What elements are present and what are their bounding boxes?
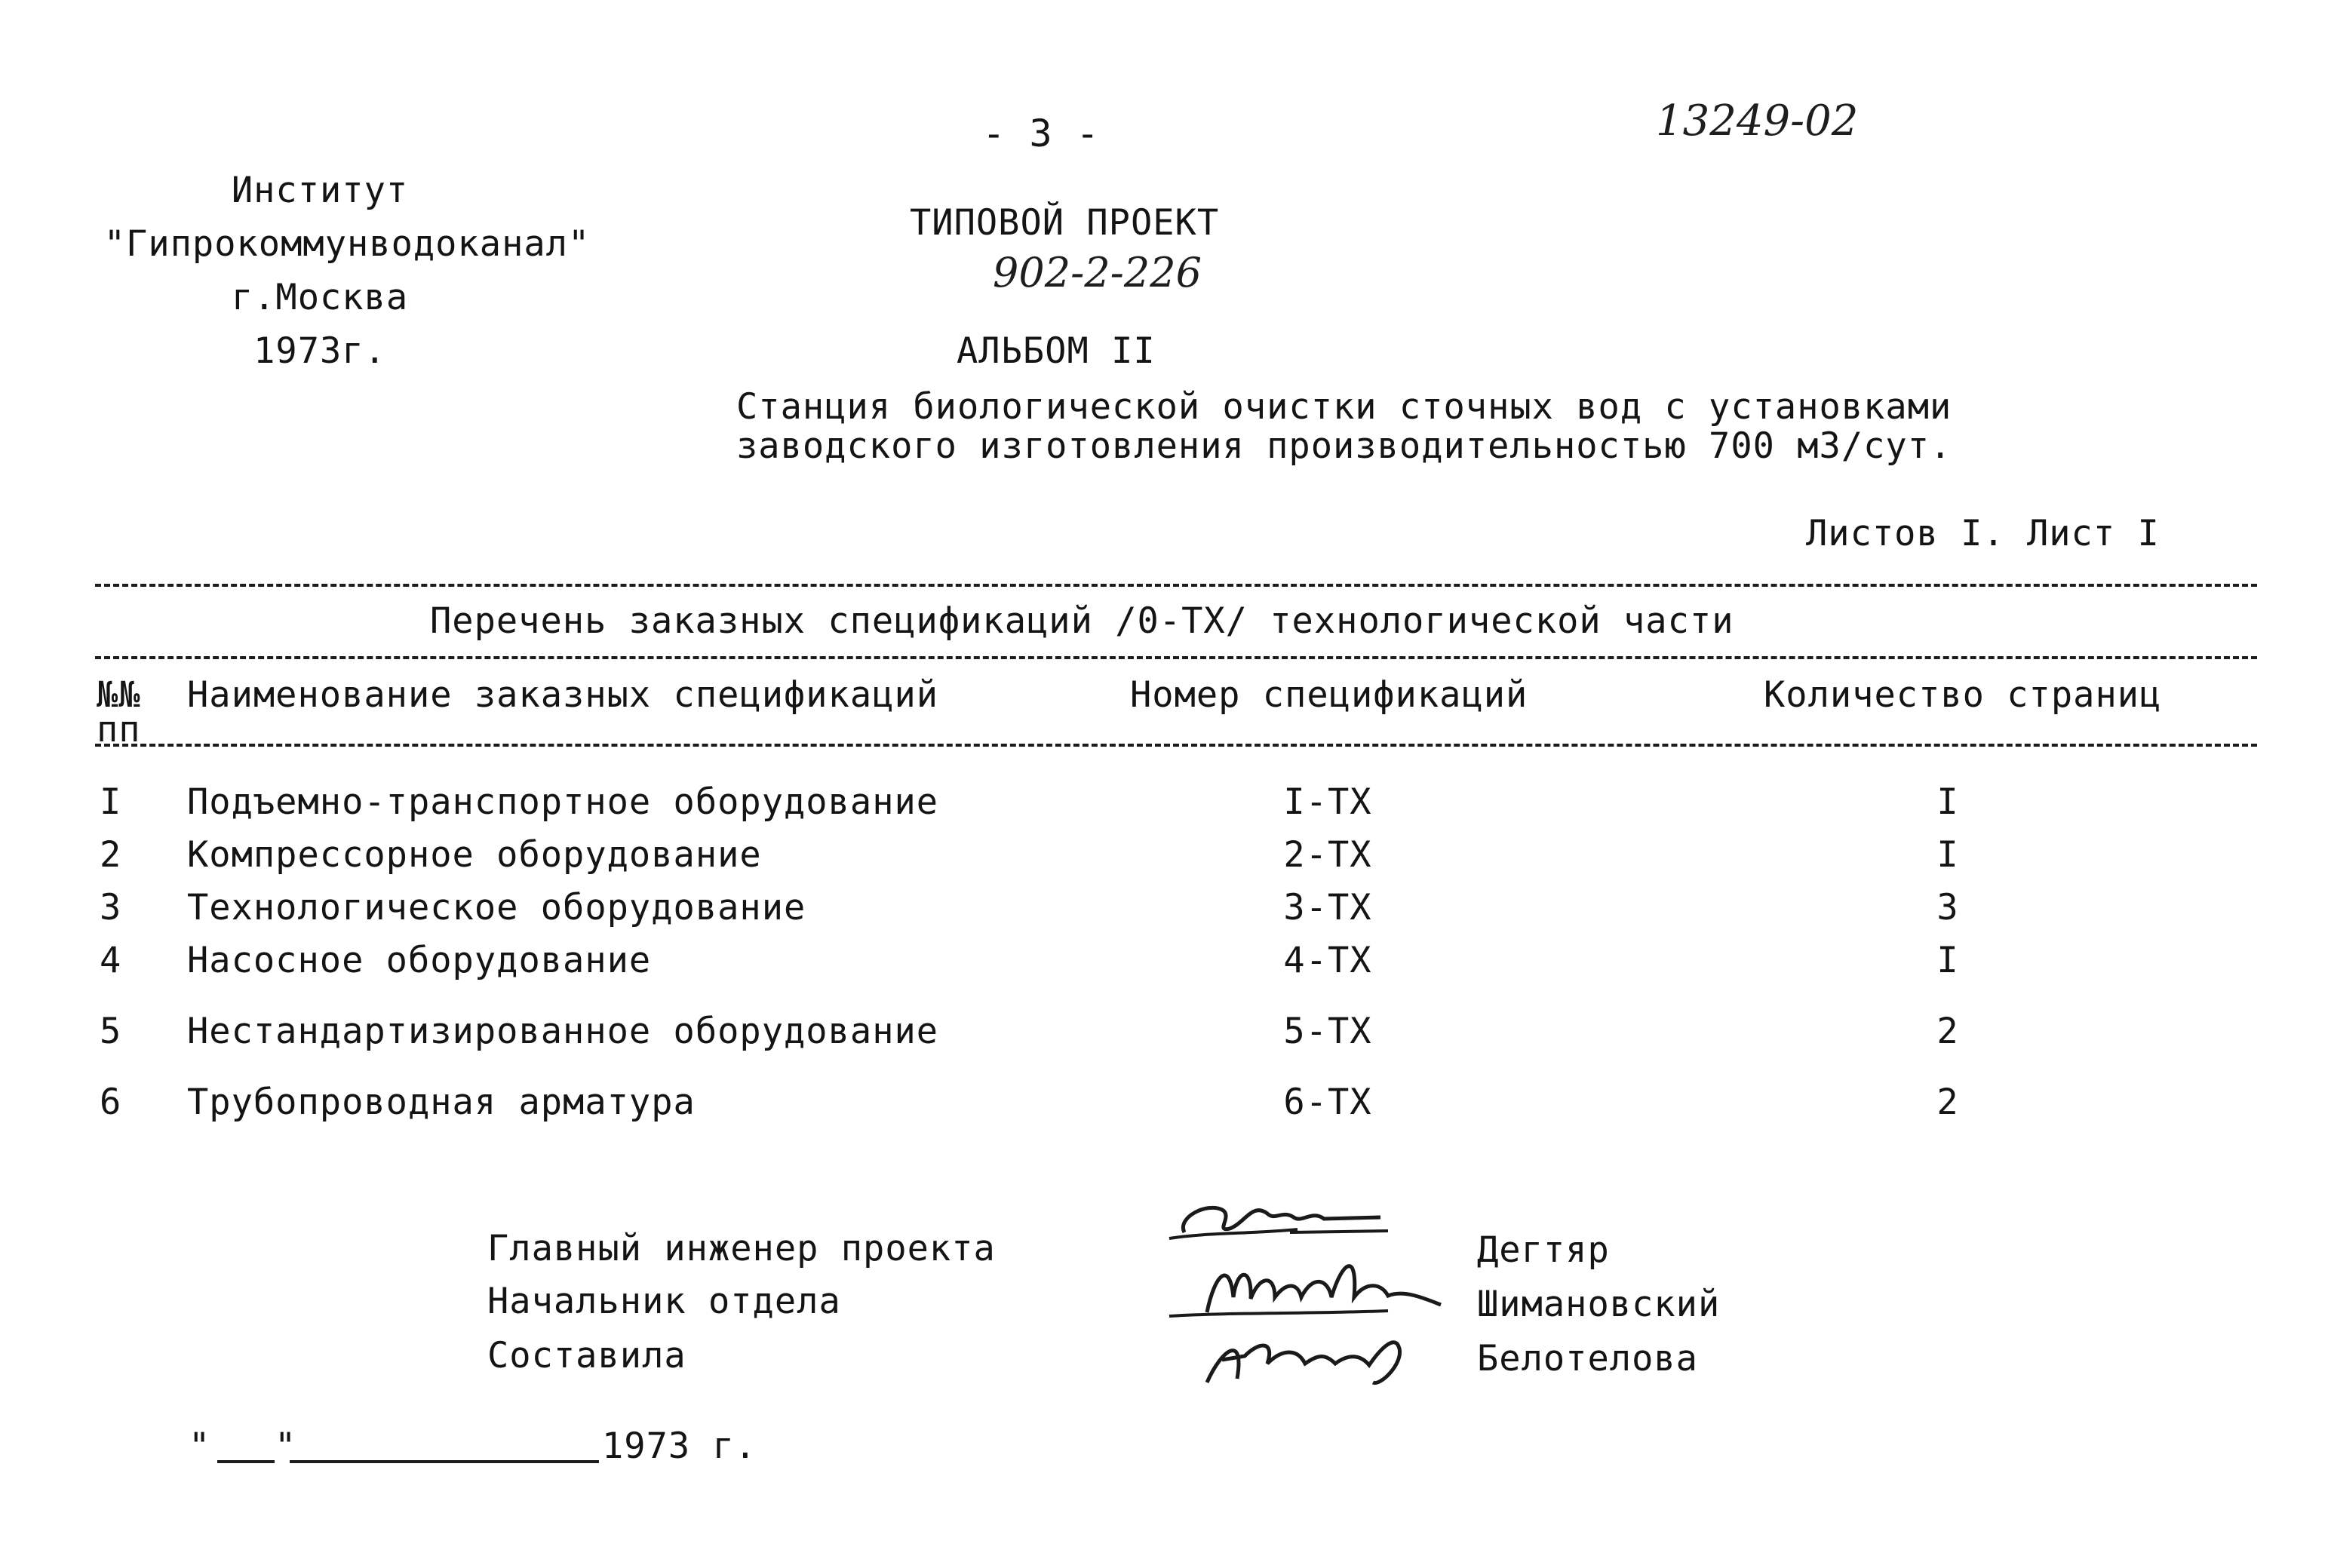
role-chief-engineer: Главный инженер проекта [487,1228,996,1269]
date-year: 1973 г. [602,1425,757,1467]
date-open-quote: " [189,1425,211,1467]
date-month-blank [290,1460,599,1463]
row-2-pages: I [1936,834,1959,876]
row-3-number: 3 [100,887,122,928]
row-3-spec: 3-ТХ [1283,887,1372,928]
row-5-number: 5 [100,1011,122,1052]
row-5-pages: 2 [1936,1011,1959,1052]
institute-year: 1973г. [253,330,386,372]
role-compiler: Составила [487,1335,686,1376]
project-title-line2: заводского изготовления производительностью 700 м3/сут. [736,425,1952,467]
row-2-spec: 2-ТХ [1283,834,1372,876]
date-day-blank [217,1460,275,1463]
page-number: - 3 - [982,112,1100,155]
name-belotelova: Белотелова [1477,1338,1698,1379]
row-6-number: 6 [100,1082,122,1123]
row-6-pages: 2 [1936,1082,1959,1123]
sheet-count: Листов I. Лист I [1806,513,2160,554]
table-title: Перечень заказных спецификаций /0-ТХ/ технологической части [430,600,1734,642]
row-3-pages: 3 [1936,887,1959,928]
table-header-rule [95,656,2257,659]
project-title-line1: Станция биологической очистки сточных вод с установками [736,386,1952,428]
row-4-number: 4 [100,940,122,981]
document-number: 13249-02 [1656,97,1859,146]
column-header-number: №№ [97,674,141,716]
institute-name: "Гипрокоммунводоканал" [103,223,591,265]
institute-city: г.Москва [231,277,409,318]
project-number: 902-2-226 [993,249,1202,296]
column-header-pages: Количество страниц [1764,674,2162,716]
row-6-spec: 6-ТХ [1283,1082,1372,1123]
column-header-spec: Номер спецификаций [1130,674,1528,716]
row-5-name: Нестандартизированное оборудование [187,1011,939,1052]
table-top-rule [95,584,2257,587]
column-header-number-sub: пп [97,709,141,750]
row-2-name: Компрессорное оборудование [187,834,762,876]
row-1-number: I [100,781,122,823]
row-4-pages: I [1936,940,1959,981]
role-department-head: Начальник отдела [487,1281,841,1322]
signature-shimanovsky [1162,1244,1448,1327]
table-body-rule [95,744,2257,747]
row-1-spec: I-ТХ [1283,781,1372,823]
row-6-name: Трубопроводная арматура [187,1082,696,1123]
project-type: ТИПОВОЙ ПРОЕКТ [910,202,1220,244]
row-5-spec: 5-ТХ [1283,1011,1372,1052]
row-4-spec: 4-ТХ [1283,940,1372,981]
row-3-name: Технологическое оборудование [187,887,806,928]
name-degtyar: Дегтяр [1477,1229,1610,1271]
row-1-pages: I [1936,781,1959,823]
signature-belotelova [1192,1318,1433,1394]
row-1-name: Подъемно-транспортное оборудование [187,781,939,823]
institute-label: Институт [231,170,409,211]
row-2-number: 2 [100,834,122,876]
name-shimanovsky: Шимановский [1477,1284,1721,1325]
row-4-name: Насосное оборудование [187,940,652,981]
date-close-quote: " [275,1425,297,1467]
album-label: АЛЬБОМ II [957,330,1156,372]
column-header-name: Наименование заказных спецификаций [187,674,939,716]
